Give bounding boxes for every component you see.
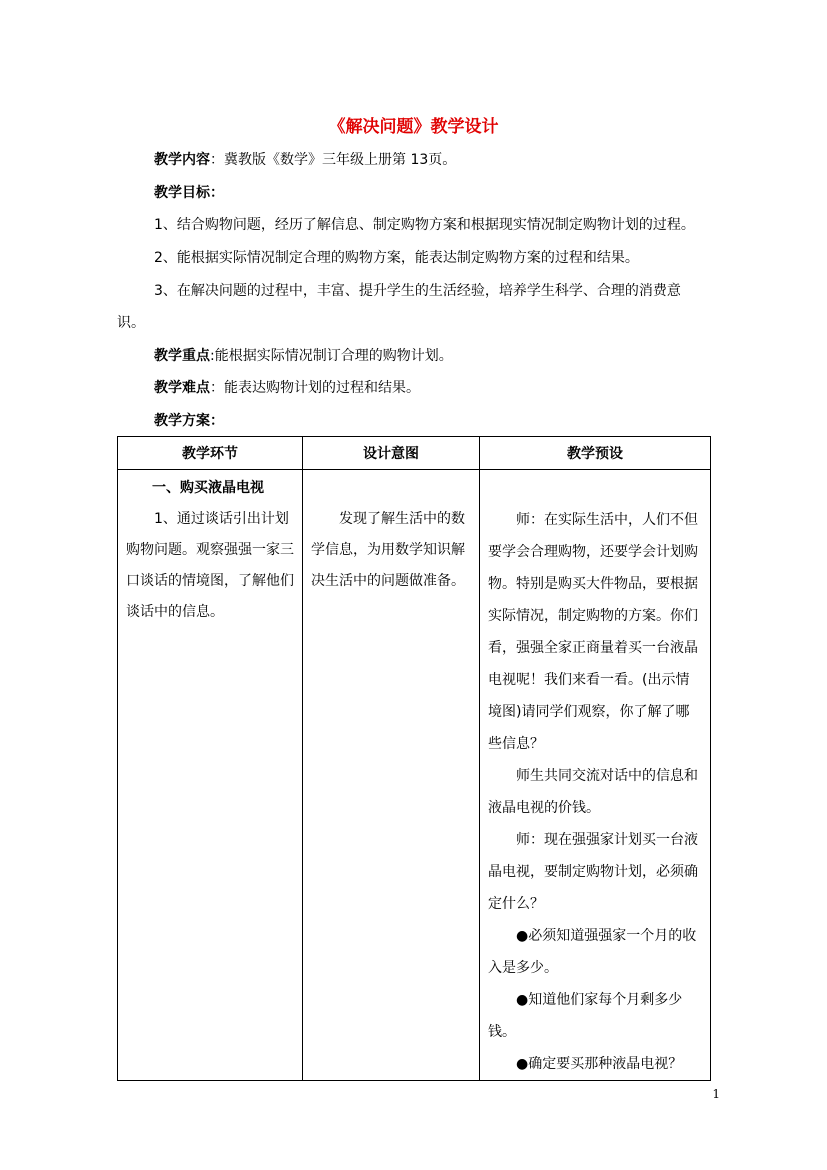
header-design-intent: 设计意图 [303,437,480,470]
goal-item-3: 3、在解决问题的过程中，丰富、提升学生的生活经验，培养学生科学、合理的消费意 [154,283,681,299]
preset-cell [480,470,711,1081]
document-title: 《解决问题》教学设计 [328,117,499,137]
stage-heading: 一、购买液晶电视 [152,480,264,496]
goal-item-2: 2、能根据实际情况制定合理的购物方案，能表达制定购物方案的过程和结果。 [154,250,639,266]
teaching-content-value: ：冀教版《数学》三年级上册第 13页。 [210,152,457,168]
preset-paragraph-1: 师：在实际生活中，人们不但要学会合理购物，还要学会计划购物。特别是购买大件物品，要根据实际情况，制定购物的方案。你们看，强强全家正商量着买一台液晶电视呢！我们来看一看。(出示情境图)请同学们观察，你了解了哪些信息？ [488,512,698,752]
lesson-plan-table [117,436,711,1081]
teaching-content-label: 教学内容 [154,152,210,168]
goal-item-1: 1、结合购物问题，经历了解信息、制定购物方案和根据现实情况制定购物计划的过程。 [154,217,695,233]
teaching-difficulty-line [154,378,420,398]
table-header-row [118,437,711,470]
intent-text: 发现了解生活中的数学信息，为用数学知识解决生活中的问题做准备。 [311,511,465,589]
teaching-plan-label: 教学方案： [154,413,224,429]
preset-bullet-1: ●必须知道强强家一个月的收入是多少。 [488,928,697,976]
stage-text: 1、通过谈话引出计划购物问题。观察强强一家三口谈话的情境图，了解他们谈话中的信息。 [126,511,294,620]
teaching-key-label: 教学重点 [154,348,210,364]
teaching-key-value: :能根据实际情况制订合理的购物计划。 [210,348,453,364]
intent-cell-content [303,470,479,597]
preset-paragraph-2: 师生共同交流对话中的信息和液晶电视的价钱。 [488,768,698,816]
teaching-difficulty-label: 教学难点 [154,380,210,396]
stage-cell-content [118,470,302,628]
header-teaching-preset: 教学预设 [480,437,711,470]
stage-cell [118,470,303,1081]
header-teaching-stage: 教学环节 [118,437,303,470]
table-row [118,470,711,1081]
intent-cell [303,470,480,1081]
teaching-difficulty-value: ：能表达购物计划的过程和结果。 [210,380,420,396]
goal-item-3-continued: 识。 [117,315,145,331]
teaching-goals-label: 教学目标： [154,185,224,201]
preset-paragraph-3: 师：现在强强家计划买一台液晶电视，要制定购物计划，必须确定什么？ [488,832,698,912]
teaching-key-line [154,346,453,366]
teaching-content-line [154,150,456,170]
page-number: 1 [712,1087,720,1101]
preset-bullet-3: ●确定要买那种液晶电视？ [516,1056,683,1072]
preset-cell-content [480,470,710,1080]
preset-bullet-2: ●知道他们家每个月剩多少钱。 [488,992,683,1040]
